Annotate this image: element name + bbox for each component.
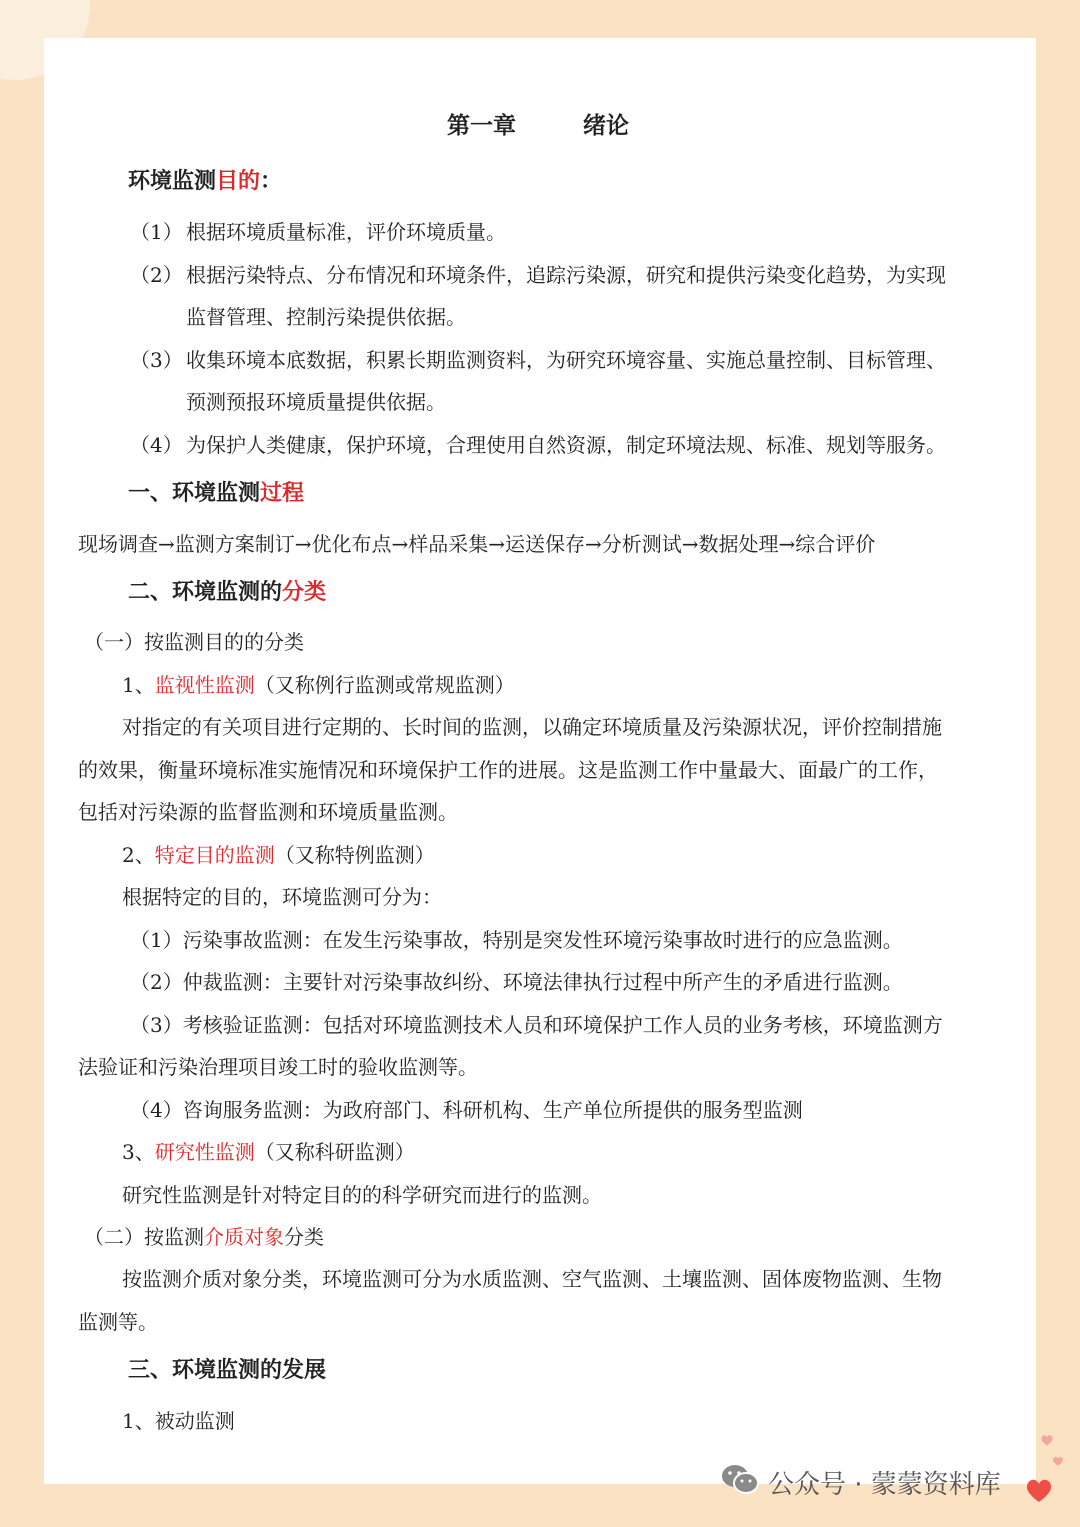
subsection-item: 2、特定目的监测（又称特例监测） xyxy=(122,843,435,867)
list-item: 预测预报环境质量提供依据。 xyxy=(186,390,446,414)
subsection-heading: （一）按监测目的的分类 xyxy=(84,630,304,654)
paragraph-line: 根据特定的目的，环境监测可分为： xyxy=(122,885,442,909)
list-item-number: （3） xyxy=(130,348,183,372)
list-item: 为保护人类健康，保护环境，合理使用自然资源，制定环境法规、标准、规划等服务。 xyxy=(186,433,946,457)
list-item: （3）考核验证监测：包括对环境监测技术人员和环境保护工作人员的业务考核，环境监测方 xyxy=(130,1013,943,1037)
paragraph-line: 包括对污染源的监督监测和环境质量监测。 xyxy=(78,800,458,824)
list-item-number: （2） xyxy=(130,263,183,287)
list-item: （2）仲裁监测：主要针对污染事故纠纷、环境法律执行过程中所产生的矛盾进行监测。 xyxy=(130,970,903,994)
subsection-heading: （二）按监测介质对象分类 xyxy=(84,1225,324,1249)
paragraph-line: 监测等。 xyxy=(78,1310,158,1334)
heart-icon xyxy=(1040,1432,1054,1446)
wechat-icon xyxy=(720,1462,760,1503)
list-item: 根据环境质量标准，评价环境质量。 xyxy=(186,220,506,244)
classification-heading: 二、环境监测的分类 xyxy=(128,580,327,605)
list-item: （1）污染事故监测：在发生污染事故，特别是突发性环境污染事故时进行的应急监测。 xyxy=(130,928,903,952)
list-item-number: （1） xyxy=(130,220,183,244)
list-item: （4）咨询服务监测：为政府部门、科研机构、生产单位所提供的服务型监测 xyxy=(130,1098,803,1122)
watermark xyxy=(720,1462,1001,1502)
paragraph-line: 按监测介质对象分类，环境监测可分为水质监测、空气监测、土壤监测、固体废物监测、生物 xyxy=(122,1267,942,1291)
process-flow: 现场调查→监测方案制订→优化布点→样品采集→运送保存→分析测试→数据处理→综合评价 xyxy=(78,532,876,556)
paragraph-line: 对指定的有关项目进行定期的、长时间的监测，以确定环境质量及污染源状况，评价控制措施 xyxy=(122,715,942,739)
list-item: 法验证和污染治理项目竣工时的验收监测等。 xyxy=(78,1055,478,1079)
development-heading: 三、环境监测的发展 xyxy=(128,1358,327,1383)
heart-icon xyxy=(1024,1476,1050,1500)
process-heading: 一、环境监测过程 xyxy=(128,481,305,506)
chapter-number: 第一章 xyxy=(447,113,516,139)
heart-icon xyxy=(1052,1452,1064,1464)
subsection-item: 1、监视性监测（又称例行监测或常规监测） xyxy=(122,673,515,697)
list-item: 根据污染特点、分布情况和环境条件，追踪污染源，研究和提供污染变化趋势，为实现 xyxy=(186,263,946,287)
chapter-title: 绪论 xyxy=(583,113,629,139)
purpose-heading: 环境监测目的： xyxy=(128,169,283,194)
watermark-text: 公众号 · 蒙蒙资料库 xyxy=(768,1469,1001,1500)
list-item: 收集环境本底数据，积累长期监测资料，为研究环境容量、实施总量控制、目标管理、 xyxy=(186,348,946,372)
subsection-item: 1、被动监测 xyxy=(122,1409,235,1433)
subsection-item: 3、研究性监测（又称科研监测） xyxy=(122,1140,415,1164)
paragraph-line: 研究性监测是针对特定目的的科学研究而进行的监测。 xyxy=(122,1183,602,1207)
list-item-number: （4） xyxy=(130,433,183,457)
paragraph-line: 的效果，衡量环境标准实施情况和环境保护工作的进展。这是监测工作中量最大、面最广的工作， xyxy=(78,758,938,782)
list-item: 监督管理、控制污染提供依据。 xyxy=(186,305,466,329)
